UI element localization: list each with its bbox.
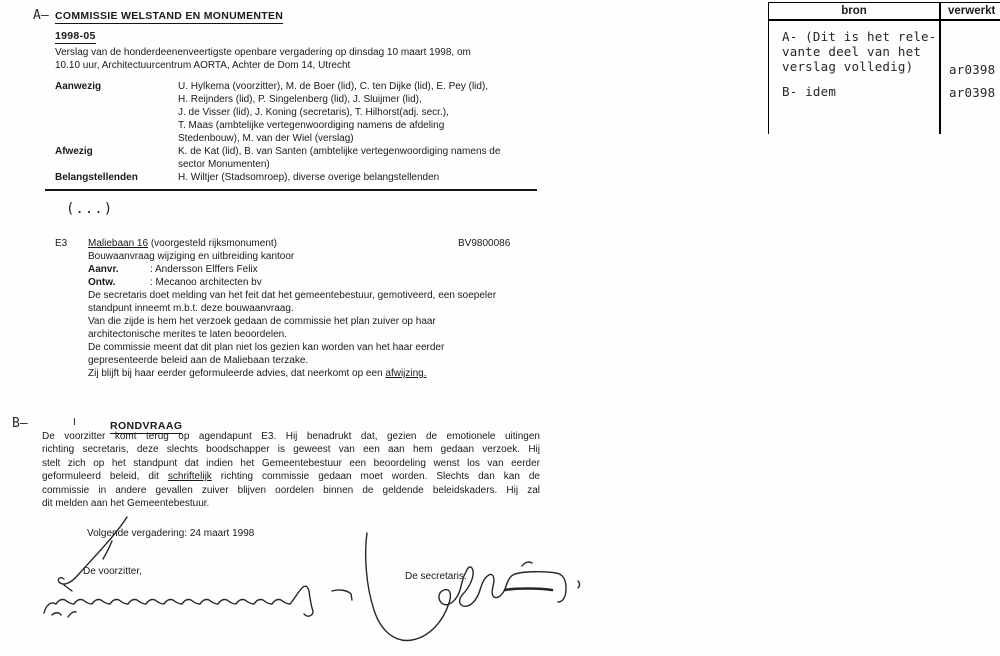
chairman-label: De voorzitter, [83, 566, 142, 577]
designer-label: Ontw. [88, 277, 116, 288]
rondvraag-underlined-word: schriftelijk [167, 471, 212, 483]
rondvraag-line [42, 470, 540, 483]
meeting-subtitle-line1: Verslag van de honderdeenenveertigste openbare vergadering op dinsdag 10 maart 1998, om [55, 47, 471, 58]
stamp-row-a-line: vante deel van het [782, 44, 922, 59]
agenda-item-subject: Bouwaanvraag wijziging en uitbreiding kantoor [88, 251, 295, 262]
rondvraag-line: commissie in andere gevallen zuiver blijven oordelen binnen de geldende beleidskaders. Hij zal [42, 484, 540, 496]
belangstellenden-value: H. Wiltjer (Stadsomroep), diverse overige belangstellenden [178, 172, 440, 183]
stamp-row-a-line: A- (Dit is het rele- [782, 29, 937, 44]
verdict-prefix: Zij blijft bij haar eerder geformuleerde advies, dat neerkomt op een [88, 368, 386, 379]
aanwezig-value [178, 80, 488, 145]
agenda-body-line: Van die zijde is hem het verzoek gedaan de commissie het plan zuiver op haar [88, 316, 436, 327]
agenda-item-title [88, 237, 496, 250]
secretary-signature [340, 510, 600, 656]
stamp-row-b-verwerkt: ar0398 [949, 85, 996, 100]
rondvraag-line: dit melden aan het Gemeentebestuur. [42, 498, 210, 510]
agenda-body-line: De secretaris doet melding van het feit dat het gemeentebestuur, gemotiveerd, een soepeler [88, 290, 497, 301]
rondvraag-index: I [73, 417, 76, 428]
designer-value: : Mecanoo architecten bv [150, 277, 262, 288]
agenda-item-title-suffix: (voorgesteld rijksmonument) [148, 238, 277, 249]
rondvraag-line4-prefix: geformuleerd beleid, dit [42, 471, 168, 483]
agenda-body-line: standpunt inneemt m.b.t. deze bouwaanvraag. [88, 303, 294, 314]
rondvraag-line4-suffix: richting commissie gedaan moet worden. Slechts dan kan de [211, 471, 540, 483]
applicant-value: : Andersson Elffers Felix [150, 264, 258, 275]
agenda-body-line: gepresenteerde beleid aan de Maliebaan terzake. [88, 355, 309, 366]
agenda-item-address: Maliebaan 16 [88, 238, 149, 249]
section-divider-rule [45, 189, 537, 191]
margin-marker-a: A— [33, 8, 49, 23]
afwezig-label: Afwezig [55, 146, 93, 157]
rondvraag-line: stelt zich op het standpunt dat indien het Gemeentebestuur een beoordeling wenst los van eerder [42, 457, 540, 469]
applicant-row [88, 263, 496, 276]
stamp-column-divider [939, 3, 941, 134]
stamp-row-b: B- idem [782, 84, 837, 99]
aanwezig-label: Aanwezig [55, 81, 102, 92]
meeting-subtitle-line2: 10.10 uur, Architectuurcentrum AORTA, Achter de Dom 14, Utrecht [55, 60, 351, 71]
margin-marker-b: B— [12, 416, 28, 431]
document-header [55, 6, 471, 72]
stamp-header-separator [769, 19, 1000, 21]
chairman-signature [0, 510, 360, 656]
afwezig-line: sector Monumenten) [178, 159, 270, 170]
agenda-verdict-line [88, 367, 496, 380]
stamp-header-bron: bron [841, 5, 867, 17]
aanwezig-line: H. Reijnders (lid), P. Singelenberg (lid), J. Sluijmer (lid), [178, 94, 422, 105]
rondvraag-line: richting secretaris, deze slechts boodschapper is geweest van een aan hem gedaan verzoek. Hij [42, 444, 540, 456]
agenda-body-line: architectonische merites te laten beoordelen. [88, 329, 288, 340]
stamp-row-a-verwerkt: ar0398 [949, 62, 996, 77]
agenda-body-line: De commissie meent dat dit plan niet los gezien kan worden van het haar eerder [88, 342, 445, 353]
belangstellenden-label: Belangstellenden [55, 172, 138, 183]
aanwezig-line: T. Maas (ambtelijke vertegenwoordiging namens de afdeling [178, 120, 445, 131]
document-title: COMMISSIE WELSTAND EN MONUMENTEN [55, 10, 284, 22]
case-number: BV9800086 [458, 238, 511, 249]
agenda-item-code: E3 [55, 238, 68, 249]
afwezig-line: K. de Kat (lid), B. van Santen (ambtelijke vertegenwoordiging namens de [178, 146, 501, 157]
aanwezig-line: Stedenbouw), M. van der Wiel (verslag) [178, 133, 354, 144]
verdict-word: afwijzing. [385, 368, 427, 379]
aanwezig-line: J. de Visser (lid), J. Koning (secretaris), T. Hilhorst(adj. secr.), [178, 107, 449, 118]
designer-row [88, 276, 496, 289]
stamp-header-verwerkt: verwerkt [948, 5, 996, 17]
next-meeting-note: Volgende vergadering: 24 maart 1998 [87, 528, 255, 539]
aanwezig-line: U. Hylkema (voorzitter), M. de Boer (lid), C. ten Dijke (lid), E. Pey (lid), [178, 81, 489, 92]
omission-mark: (...) [66, 201, 114, 217]
applicant-label: Aanvr. [88, 264, 119, 275]
afwezig-value [178, 145, 500, 171]
secretary-label: De secretaris. [405, 571, 467, 582]
processing-stamp-table [768, 2, 1000, 134]
rondvraag-heading: RONDVRAAG [110, 420, 183, 432]
stamp-row-a-line: verslag volledig) [782, 59, 914, 74]
rondvraag-paragraph [42, 430, 540, 510]
agenda-item-body [88, 237, 496, 380]
rondvraag-line: De voorzitter komt terug op agendapunt E3. Hij benadrukt dat, gezien de emotionele uitingen [42, 431, 540, 442]
document-edition: 1998-05 [55, 30, 96, 42]
